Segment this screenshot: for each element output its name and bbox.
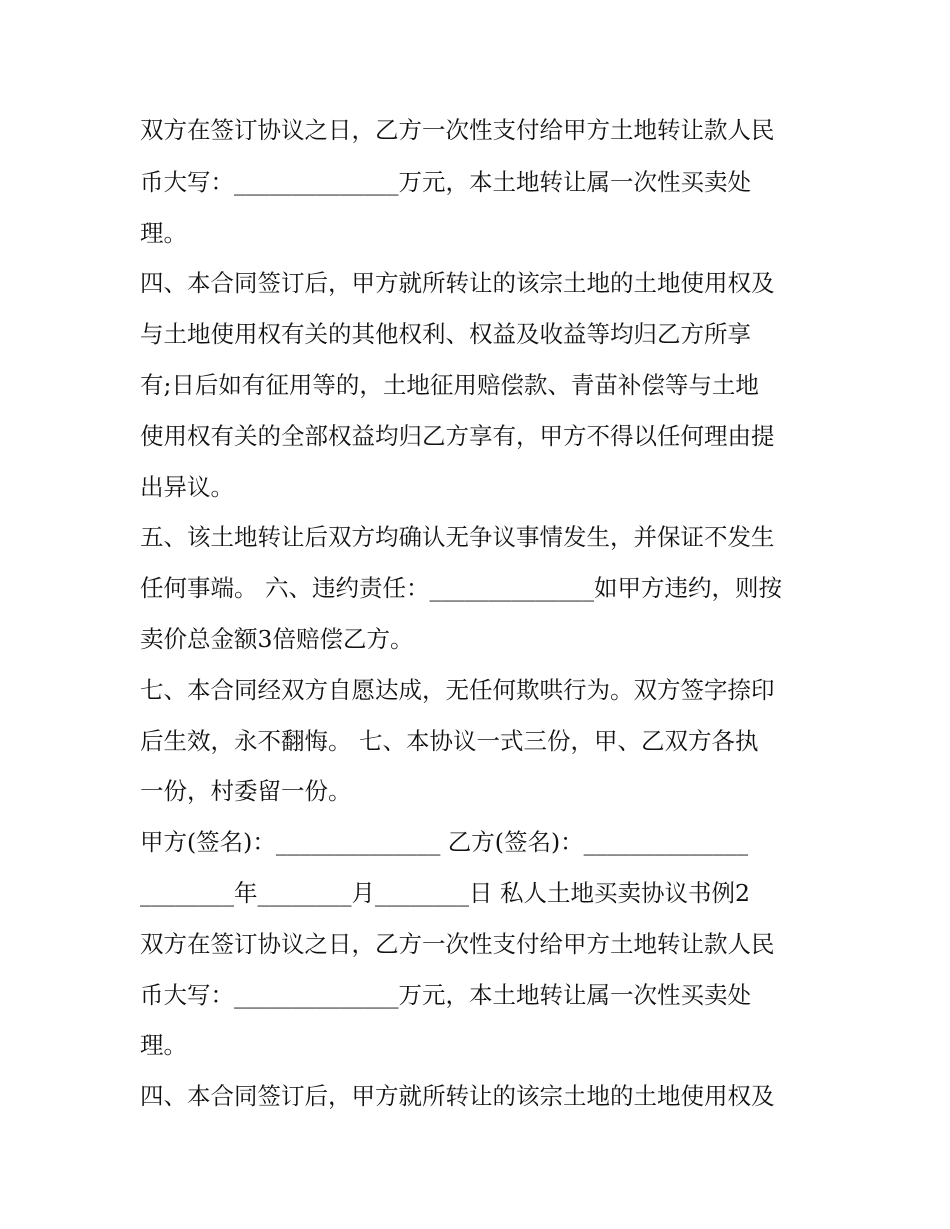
paragraph-line: 币大写：______________万元，本土地转让属一次性买卖处 [140,981,751,1009]
paragraph-line: 七、本合同经双方自愿达成，无任何欺哄行为。双方签字捺印 [140,676,775,704]
paragraph-line: 双方在签订协议之日，乙方一次性支付给甲方土地转让款人民 [140,116,775,144]
paragraph-line: 理。 [140,219,187,247]
paragraph-line: 理。 [140,1031,187,1059]
paragraph-line: 一份，村委留一份。 [140,777,352,805]
paragraph-line: 后生效，永不翻悔。 七、本协议一式三份，甲、乙双方各执 [140,727,759,755]
paragraph-line: 双方在签订协议之日，乙方一次性支付给甲方土地转让款人民 [140,930,775,958]
paragraph-line: 任何事端。 六、违约责任：______________如甲方违约，则按 [140,574,782,602]
paragraph-line: 出异议。 [140,473,234,501]
paragraph-line: 有;日后如有征用等的，土地征用赔偿款、青苗补偿等与土地 [140,371,759,399]
paragraph-line: 使用权有关的全部权益均归乙方享有，甲方不得以任何理由提 [140,422,775,450]
paragraph-line: 四、本合同签订后，甲方就所转让的该宗土地的土地使用权及 [140,1082,775,1110]
paragraph-line: 卖价总金额3倍赔偿乙方。 [140,625,414,653]
paragraph-line: 币大写：______________万元，本土地转让属一次性买卖处 [140,168,751,196]
paragraph-line: 五、该土地转让后双方均确认无争议事情发生，并保证不发生 [140,523,775,551]
paragraph-line: 四、本合同签订后，甲方就所转让的该宗土地的土地使用权及 [140,269,775,297]
date-and-heading-line: ________年________月________日 私人土地买卖协议书例2 [140,879,750,907]
signature-line: 甲方(签名)：______________ 乙方(签名)：______________ [140,828,749,856]
paragraph-line: 与土地使用权有关的其他权利、权益及收益等均归乙方所享 [140,320,751,348]
